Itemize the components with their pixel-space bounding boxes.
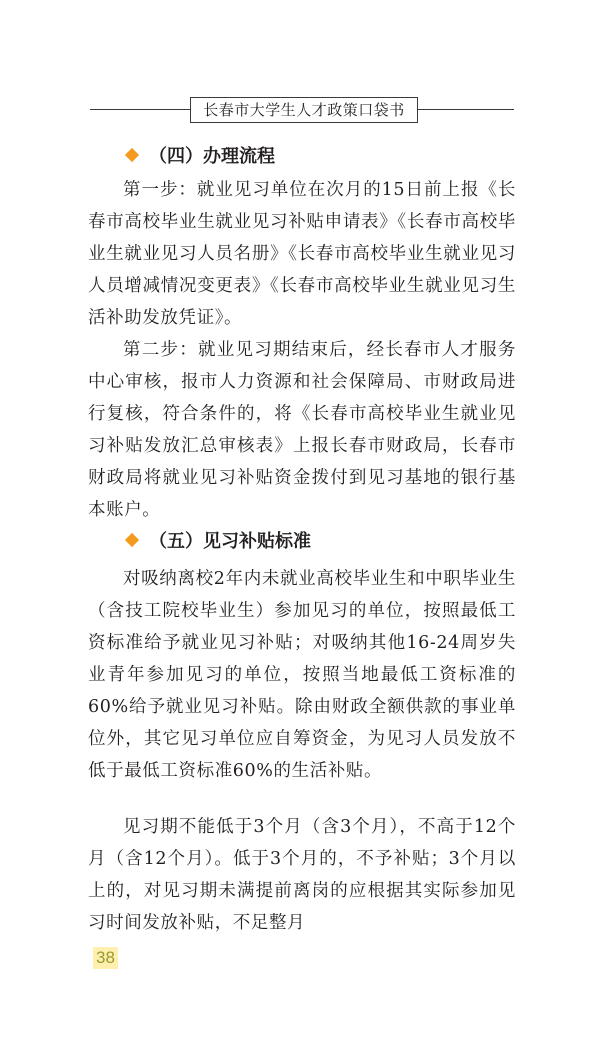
page-number: 38 <box>93 947 118 969</box>
section-heading-text: （四）办理流程 <box>149 146 275 167</box>
section-heading-standard <box>127 527 311 557</box>
header-title: 长春市大学生人才政策口袋书 <box>190 97 418 123</box>
diamond-bullet-icon <box>125 148 139 162</box>
running-header <box>90 97 514 125</box>
paragraph-duration: 见习期不能低于3个月（含3个月），不高于12个月（含12个月）。低于3个月的，不予补贴；3个月以上的，对见习期未满提前离岗的应根据其实际参加见习时间发放补贴，不足整月 <box>88 817 516 933</box>
paragraph-standard: 对吸纳离校2年内未就业高校毕业生和中职毕业生（含技工院校毕业生）参加见习的单位，按照最低工资标准给予就业见习补贴；对吸纳其他16-24周岁失业青年参加见习的单位，按照当地最低工资标准的60%给予就业见习补贴。除由财政全额供款的事业单位外，其它见习单位应自筹资金，为见习人员发放不低于最低工资标准60%的生活补贴。 <box>88 569 516 781</box>
diamond-bullet-icon <box>125 533 139 547</box>
paragraph-step-two: 第二步：就业见习期结束后，经长春市人才服务中心审核，报市人力资源和社会保障局、市财政局进行复核，符合条件的，将《长春市高校毕业生就业见习补贴发放汇总审核表》上报长春市财政局，长春市财政局将就业见习补贴资金拨付到见习基地的银行基本账户。 <box>88 340 516 520</box>
section-heading-text: （五）见习补贴标准 <box>149 531 311 552</box>
paragraph-step-one: 第一步：就业见习单位在次月的15日前上报《长春市高校毕业生就业见习补贴申请表》《长春市高校毕业生就业见习人员名册》《长春市高校毕业生就业见习人员增减情况变更表》《长春市高校毕业生就业见习生活补助发放凭证》。 <box>88 180 516 328</box>
section-heading-process <box>127 142 275 172</box>
